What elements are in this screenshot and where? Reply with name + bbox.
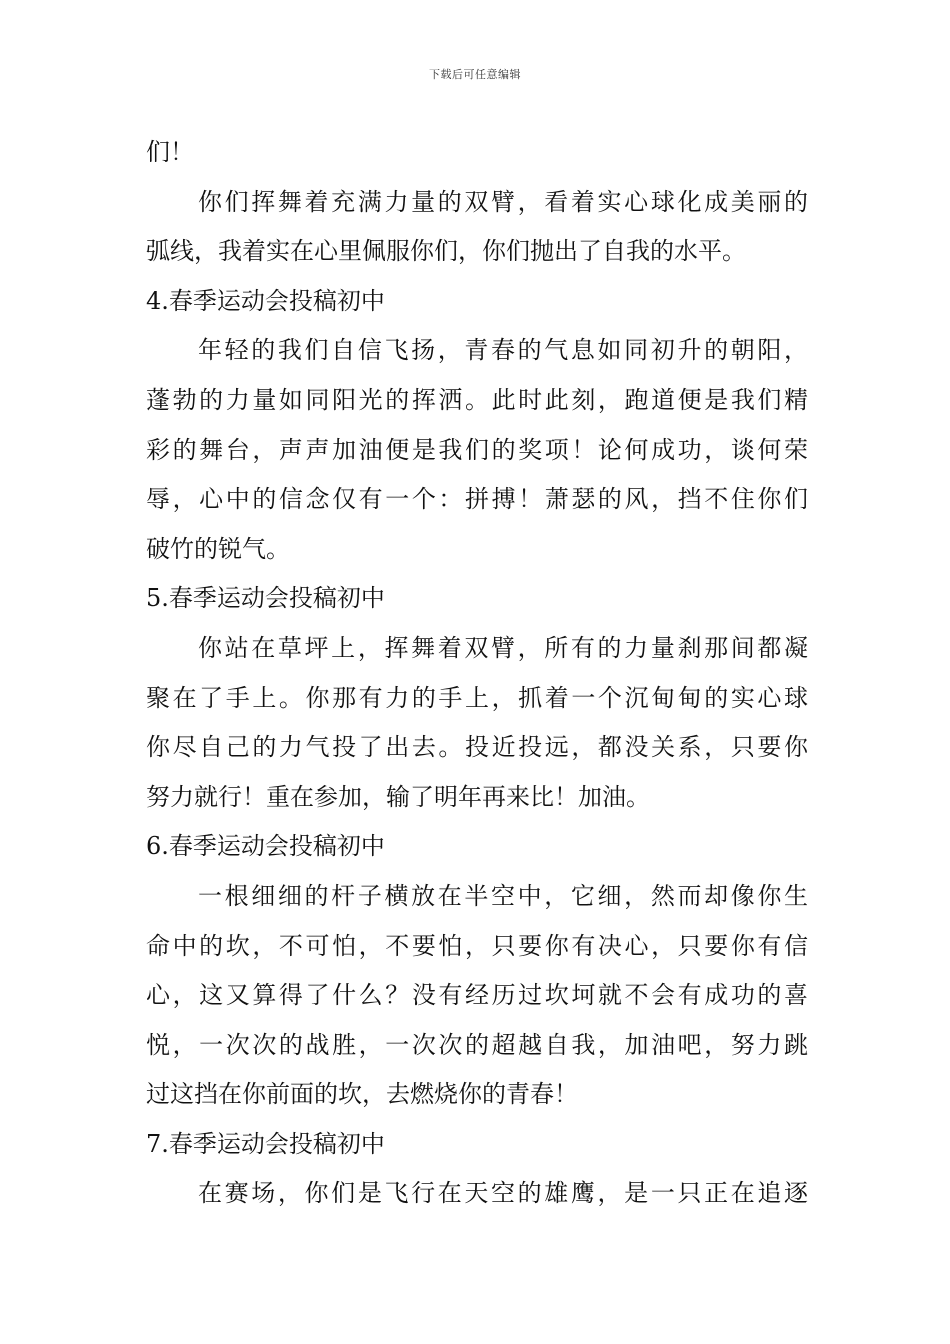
paragraph-line: 悦，一次次的战胜，一次次的超越自我，加油吧，努力跳 — [146, 1030, 808, 1059]
paragraph-line: 在赛场，你们是飞行在天空的雄鹰，是一只正在追逐 — [198, 1179, 808, 1208]
page-header-note: 下载后可任意编辑 — [429, 68, 521, 81]
paragraph-line: 努力就行！重在参加，输了明年再来比！加油。 — [146, 782, 650, 811]
paragraph-line: 辱，心中的信念仅有一个：拼搏！萧瑟的风，挡不住你们 — [146, 485, 808, 514]
paragraph-line: 一根细细的杆子横放在半空中，它细，然而却像你生 — [198, 881, 808, 910]
paragraph-line: 们！ — [146, 138, 194, 166]
paragraph-line: 命中的坎，不可怕，不要怕，只要你有决心，只要你有信 — [146, 931, 808, 960]
paragraph-line: 弧线，我着实在心里佩服你们，你们抛出了自我的水平。 — [146, 237, 746, 266]
paragraph-line: 彩的舞台，声声加油便是我们的奖项！论何成功，谈何荣 — [146, 435, 808, 464]
section-heading: 5.春季运动会投稿初中 — [146, 584, 385, 613]
section-heading: 7.春季运动会投稿初中 — [146, 1129, 385, 1158]
paragraph-line: 年轻的我们自信飞扬，青春的气息如同初升的朝阳， — [198, 336, 808, 365]
paragraph-line: 蓬勃的力量如同阳光的挥洒。此时此刻，跑道便是我们精 — [146, 385, 808, 414]
section-heading: 4.春季运动会投稿初中 — [146, 286, 385, 315]
paragraph-line: 过这挡在你前面的坎，去燃烧你的青春！ — [146, 1080, 578, 1109]
paragraph-line: 你站在草坪上，挥舞着双臂，所有的力量刹那间都凝 — [198, 633, 808, 662]
section-heading: 6.春季运动会投稿初中 — [146, 832, 385, 861]
paragraph-line: 聚在了手上。你那有力的手上，抓着一个沉甸甸的实心球 — [146, 683, 808, 712]
document-body — [146, 128, 808, 1219]
paragraph-line: 破竹的锐气。 — [146, 534, 290, 563]
paragraph-line: 心，这又算得了什么？没有经历过坎坷就不会有成功的喜 — [146, 981, 808, 1010]
paragraph-line: 你尽自己的力气投了出去。投近投远，都没关系，只要你 — [146, 733, 808, 762]
paragraph-line: 你们挥舞着充满力量的双臂，看着实心球化成美丽的 — [198, 187, 808, 216]
